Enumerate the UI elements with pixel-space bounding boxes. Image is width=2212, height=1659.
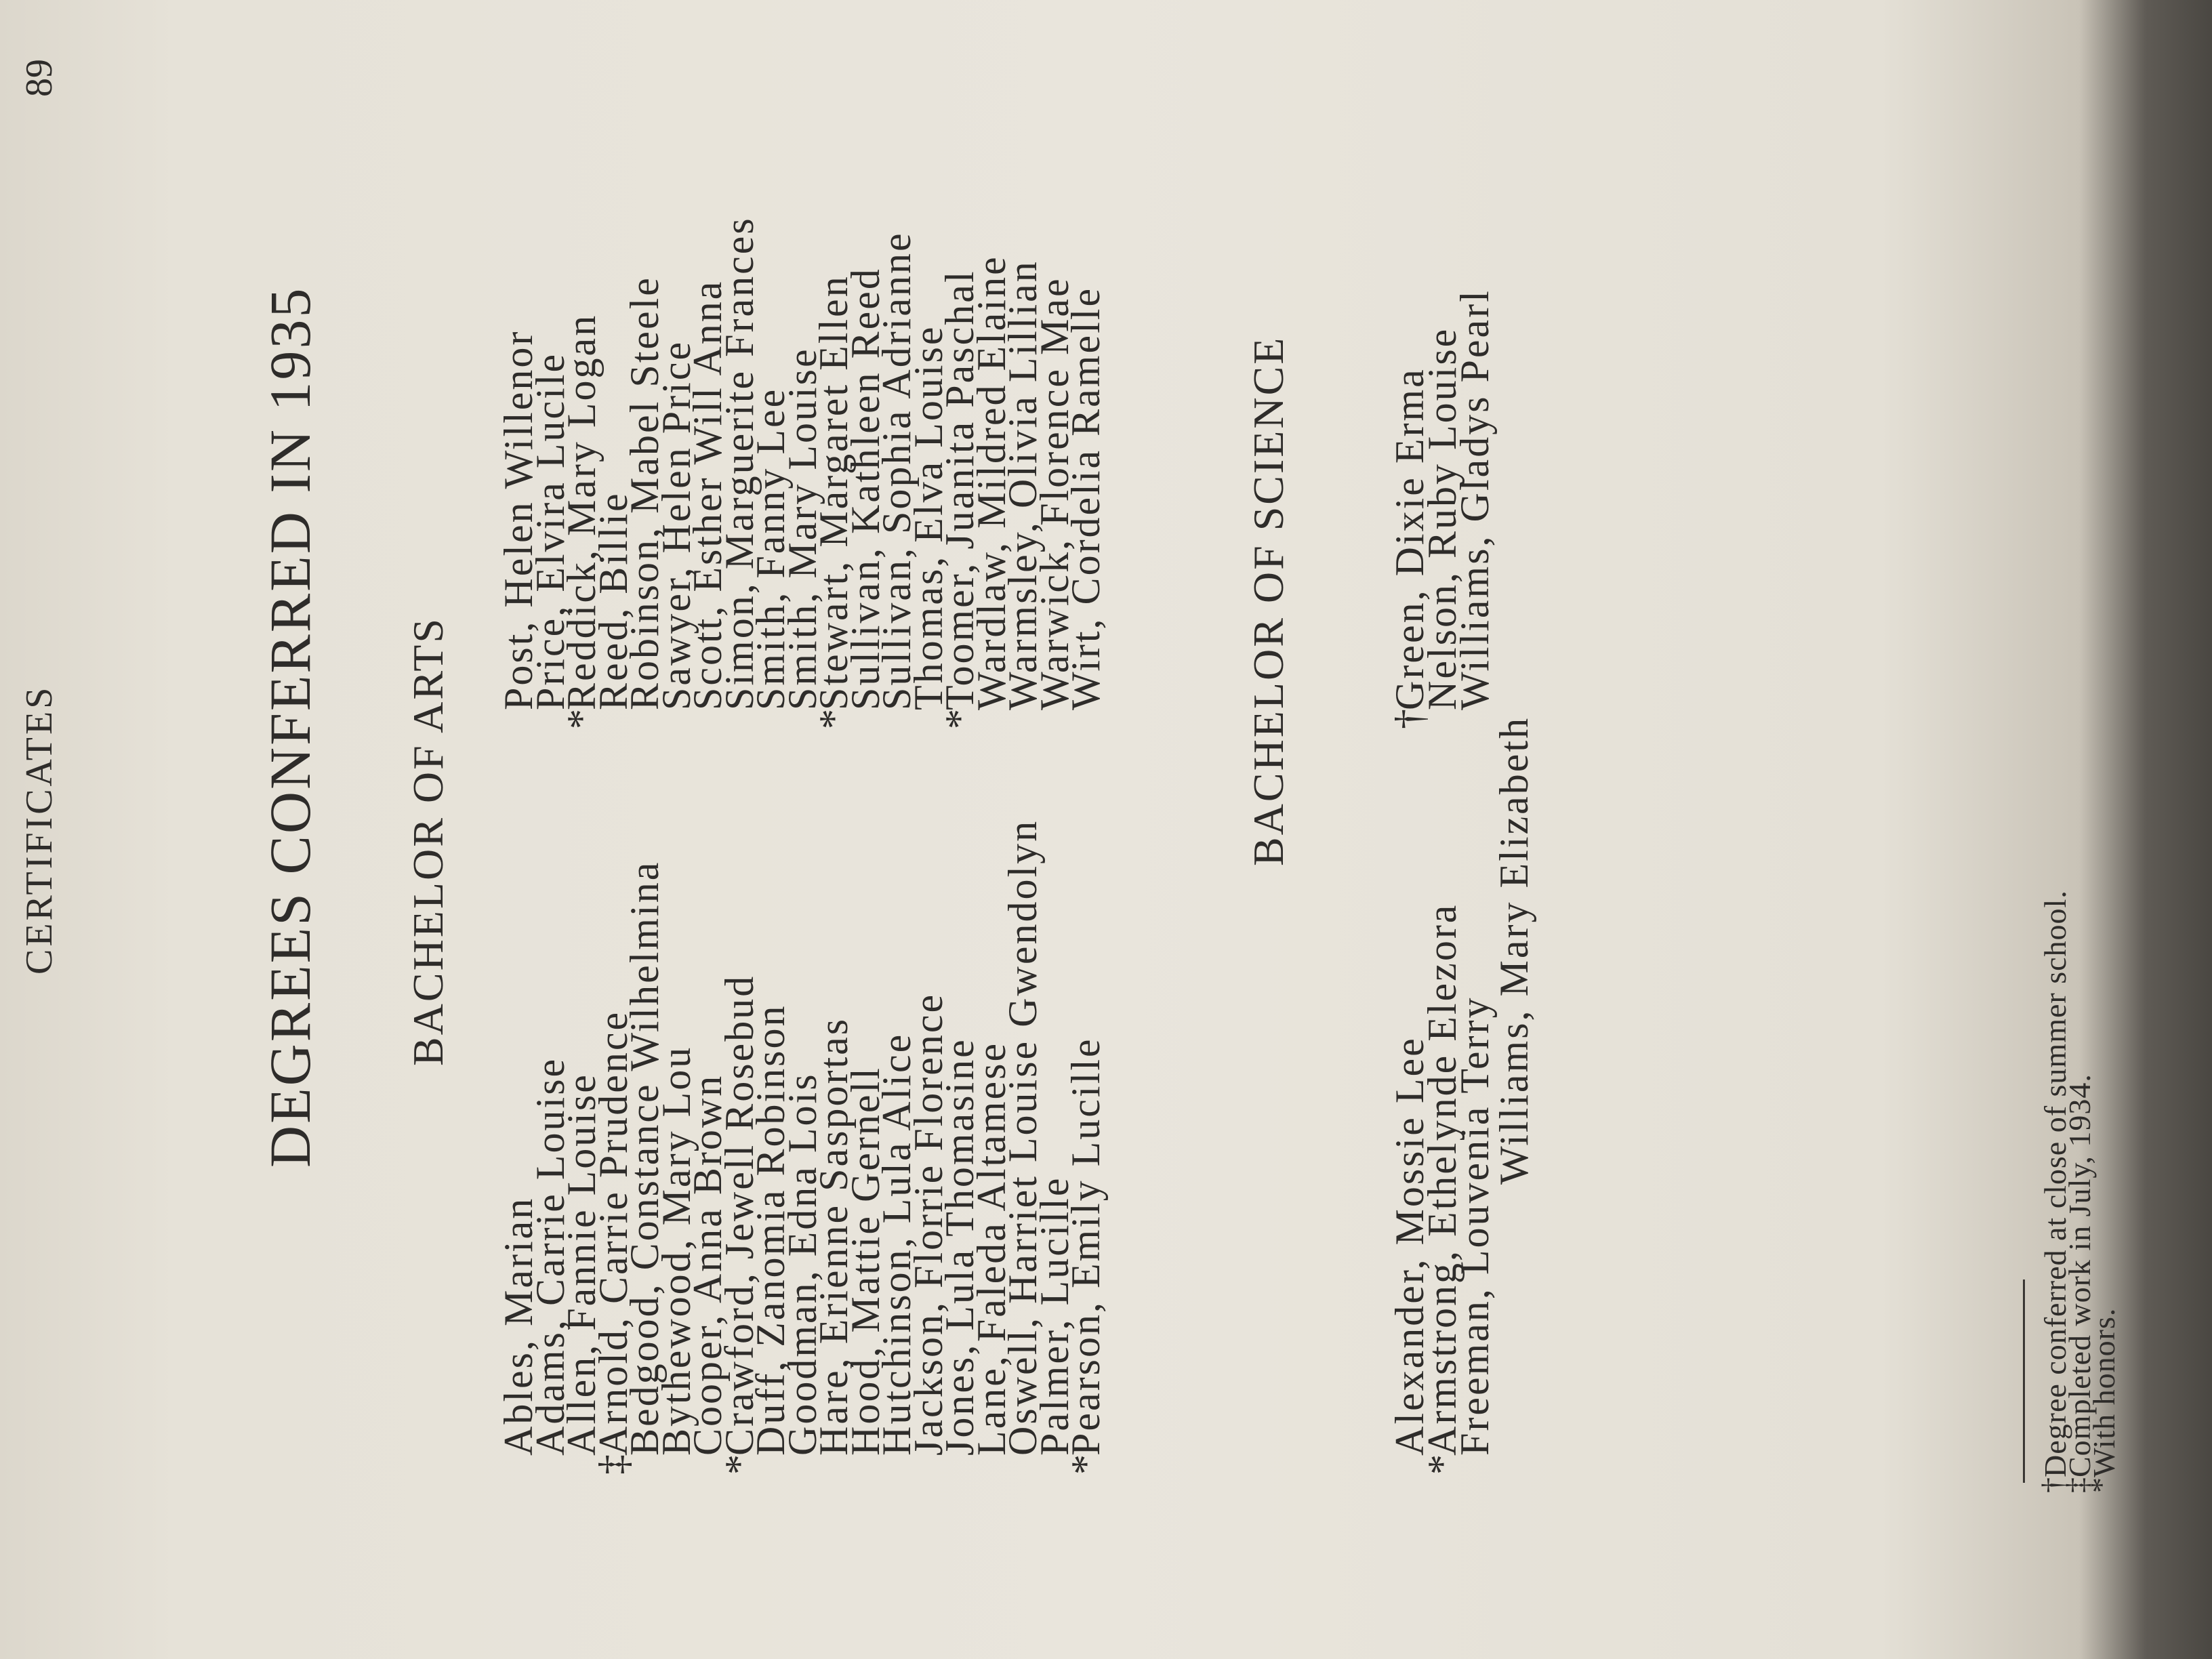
honor-mark: *	[811, 709, 856, 729]
graduate-name: Warwick, Florence Mae	[1031, 276, 1077, 710]
graduate-name: Ables, Marian	[496, 1196, 541, 1456]
graduate-name: Green, Dixie Erma	[1387, 367, 1432, 710]
footnote-text: Degree conferred at close of summer school.	[2038, 890, 2072, 1477]
graduate-name: Williams, Gladys Pearl	[1452, 289, 1497, 710]
graduate-name: Warmsley, Olivia Lillian	[1000, 260, 1045, 710]
graduate-name: Smith, Fanny Lee	[748, 387, 793, 710]
graduate-name: Reddick, Mary Logan	[559, 313, 604, 710]
graduate-name: Alexander, Mossie Lee	[1387, 1036, 1432, 1456]
honor-mark: *	[716, 1454, 762, 1475]
graduate-name: Smith, Mary Louise	[779, 347, 825, 710]
graduate-name: Wardlaw, Mildred Elaine	[968, 255, 1014, 710]
graduate-name: Wirt, Cordelia Ramelle	[1063, 286, 1108, 710]
footnote-mark: ‡	[2060, 1477, 2094, 1493]
graduate-name: Scott, Esther Will Anna	[685, 279, 730, 710]
graduate-name: Hood, Mattie Gernell	[842, 1066, 888, 1456]
graduate-name: Oswell, Harriet Louise Gwendolyn	[1000, 819, 1045, 1456]
page-title: DEGREES CONFERRED IN 1935	[258, 286, 323, 1168]
graduate-name: Sawyer, Helen Price	[653, 340, 699, 710]
graduate-name: Simon, Marguerite Frances	[716, 216, 762, 710]
graduate-name: Cooper, Anna Brown	[685, 1073, 730, 1456]
honor-mark: ‡	[590, 1454, 636, 1475]
graduate-name: Duff, Zanomia Robinson	[748, 1004, 793, 1456]
graduate-name: Hutchinson, Lula Alice	[874, 1032, 919, 1456]
footnote-rule	[2023, 1279, 2025, 1483]
graduate-name: Freeman, Louvenia Terry	[1452, 996, 1497, 1456]
footnote-text: With honors.	[2087, 1307, 2121, 1477]
graduate-name: Bedgood, Constance Wilhelmina	[622, 860, 667, 1456]
honor-mark: *	[559, 709, 604, 729]
honor-mark: *	[937, 709, 982, 729]
footnote-mark: †	[2035, 1477, 2070, 1493]
graduate-name: Reed, Billie	[590, 491, 636, 710]
graduate-name: Robinson, Mabel Steele	[622, 276, 667, 710]
graduate-name: Allen, Fannie Louise	[559, 1073, 604, 1456]
footnote-mark: *	[2084, 1477, 2118, 1493]
graduate-name: Nelson, Ruby Louise	[1420, 327, 1465, 710]
honor-mark: *	[1063, 1454, 1108, 1475]
graduate-name: Palmer, Lucille	[1031, 1176, 1077, 1456]
graduate-name: Arnold, Carrie Prudence	[590, 1010, 636, 1456]
graduate-name: Post, Helen Willenor	[496, 329, 541, 710]
page-number: 89	[18, 59, 60, 97]
graduate-name: Crawford, Jewell Rosebud	[716, 974, 762, 1456]
graduate-name: Lane, Faleda Altamese	[968, 1041, 1014, 1456]
footnote-text: Completed work in July, 1934.	[2062, 1073, 2097, 1477]
graduate-name: Sullivan, Kathleen Reed	[842, 267, 888, 710]
graduate-name: Toomer, Juanita Paschal	[937, 269, 982, 710]
graduate-name: Hare, Erienne Sasportas	[811, 1017, 856, 1456]
bs-heading: BACHELOR OF SCIENCE	[1244, 335, 1292, 866]
honor-mark: †	[1387, 709, 1432, 729]
graduate-name: Armstrong, Ethelynde Elezora	[1420, 903, 1465, 1456]
graduate-name: Pearson, Emily Lucille	[1063, 1037, 1108, 1456]
graduate-name: Goodman, Edna Lois	[779, 1072, 825, 1456]
graduate-name: Thomas, Elva Louise	[905, 325, 951, 710]
graduate-name: Bythewood, Mary Lou	[653, 1045, 699, 1456]
graduate-name: Sullivan, Sophia Adrianne	[874, 231, 919, 710]
ba-heading: BACHELOR OF ARTS	[404, 617, 452, 1066]
graduate-name: Price, Elvira Lucile	[527, 352, 573, 710]
honor-mark: *	[1420, 1454, 1465, 1475]
graduate-name: Jones, Lula Thomasine	[937, 1038, 982, 1456]
running-header: CERTIFICATES	[18, 684, 60, 975]
graduate-name: Williams, Mary Elizabeth	[1492, 716, 1536, 1185]
graduate-name: Stewart, Margaret Ellen	[811, 274, 856, 710]
graduate-name: Adams, Carrie Louise	[527, 1057, 573, 1456]
graduate-name: Jackson, Florrie Florence	[905, 992, 951, 1456]
